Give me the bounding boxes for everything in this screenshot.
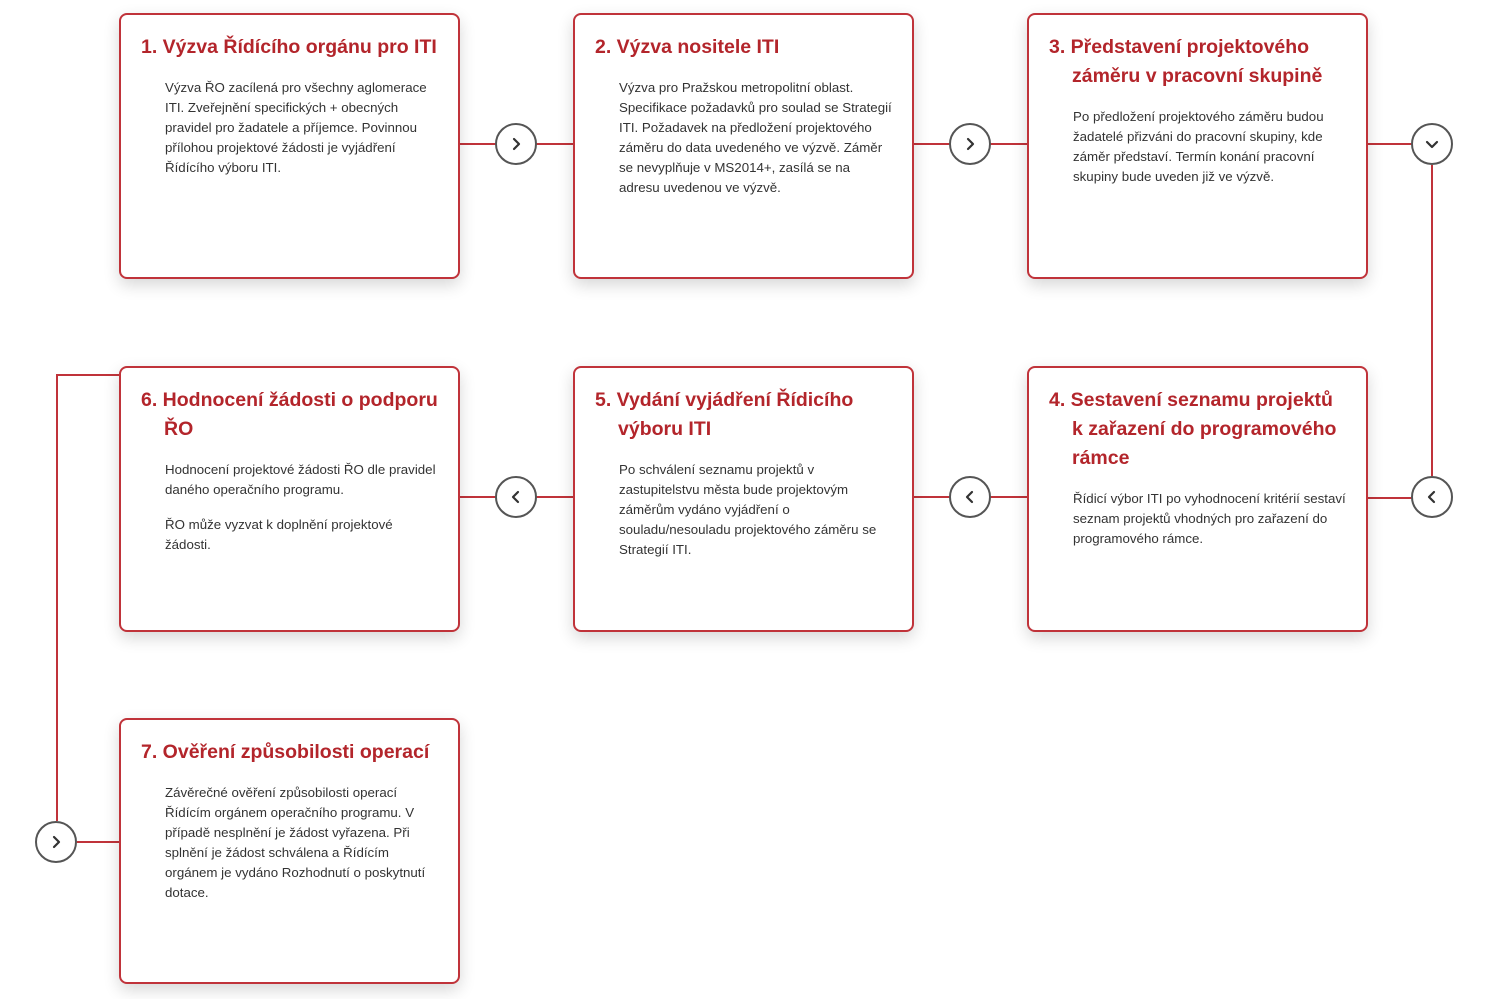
chevron-right-icon (963, 137, 977, 151)
step-description (595, 460, 892, 560)
step-paragraph: Po předložení projektového záměru budou žadatelé přizváni do pracovní skupiny, kde záměr představí. Termín konání pracovní skupiny bude uveden již ve výzvě. (1073, 109, 1324, 184)
step-card-2 (573, 13, 914, 279)
step-description (141, 783, 438, 903)
step-paragraph: Závěrečné ověření způsobilosti operací Řídícím orgánem operačního programu. V případě nesplnění je žádost vyřazena. Při splnění je žádost schválena a Řídícím orgánem je vydáno Rozhodnutí o poskytnutí dotace. (165, 785, 426, 900)
next-step-button-1[interactable] (495, 123, 537, 165)
step-title: 5. Vydání vyjádření Řídicího výboru ITI (595, 389, 854, 440)
step-paragraph: Hodnocení projektové žádosti ŘO dle pravidel daného operačního programu. (165, 462, 436, 497)
step-card-6 (119, 366, 460, 632)
step-title: 3. Představení projektového záměru v pracovní skupině (1049, 36, 1323, 87)
step-description (1049, 489, 1346, 549)
chevron-right-icon (49, 835, 63, 849)
step-card-3 (1027, 13, 1368, 279)
chevron-down-icon (1425, 137, 1439, 151)
step-description (141, 460, 438, 555)
step-card-7 (119, 718, 460, 984)
next-step-button-2[interactable] (949, 123, 991, 165)
next-step-button-6[interactable] (495, 476, 537, 518)
step-description (141, 78, 438, 178)
step-paragraph: Řídicí výbor ITI po vyhodnocení kritérií sestaví seznam projektů vhodných pro zařazení do programového rámce. (1073, 491, 1346, 546)
step-paragraph: Výzva pro Pražskou metropolitní oblast. Specifikace požadavků pro soulad se Strategií ITI. Požadavek na předložení projektového záměru do data uvedeného ve výzvě. Záměr se nevyplňuje v MS2014+, zasílá se na adresu uvedenou ve výzvě. (619, 80, 892, 195)
step-title: 7. Ověření způsobilosti operací (141, 741, 430, 763)
next-step-button-7[interactable] (35, 821, 77, 863)
step-card-1 (119, 13, 460, 279)
step-title: 4. Sestavení seznamu projektů k zařazení do programového rámce (1049, 389, 1337, 469)
step-title: 2. Výzva nositele ITI (595, 36, 780, 58)
step-paragraph: ŘO může vyzvat k doplnění projektové žádosti. (165, 517, 393, 552)
step-card-5 (573, 366, 914, 632)
step-description (595, 78, 892, 198)
connector-6-7 (57, 375, 121, 821)
next-step-button-4[interactable] (1411, 476, 1453, 518)
step-title: 1. Výzva Řídícího orgánu pro ITI (141, 36, 437, 58)
chevron-left-icon (1425, 490, 1439, 504)
step-card-4 (1027, 366, 1368, 632)
step-title: 6. Hodnocení žádosti o podporu ŘO (141, 389, 438, 440)
next-step-button-5[interactable] (949, 476, 991, 518)
step-paragraph: Výzva ŘO zacílená pro všechny aglomerace ITI. Zveřejnění specifických + obecných pravidel pro žadatele a příjemce. Povinnou přílohou projektové žádosti je vyjádření Řídícího výboru ITI. (165, 80, 427, 175)
chevron-right-icon (509, 137, 523, 151)
step-description (1049, 107, 1346, 187)
step-paragraph: Po schválení seznamu projektů v zastupitelstvu města bude projektovým záměrům vydáno vyjádření o souladu/nesouladu projektového záměru se Strategií ITI. (619, 462, 877, 557)
next-step-button-3[interactable] (1411, 123, 1453, 165)
chevron-left-icon (963, 490, 977, 504)
chevron-left-icon (509, 490, 523, 504)
